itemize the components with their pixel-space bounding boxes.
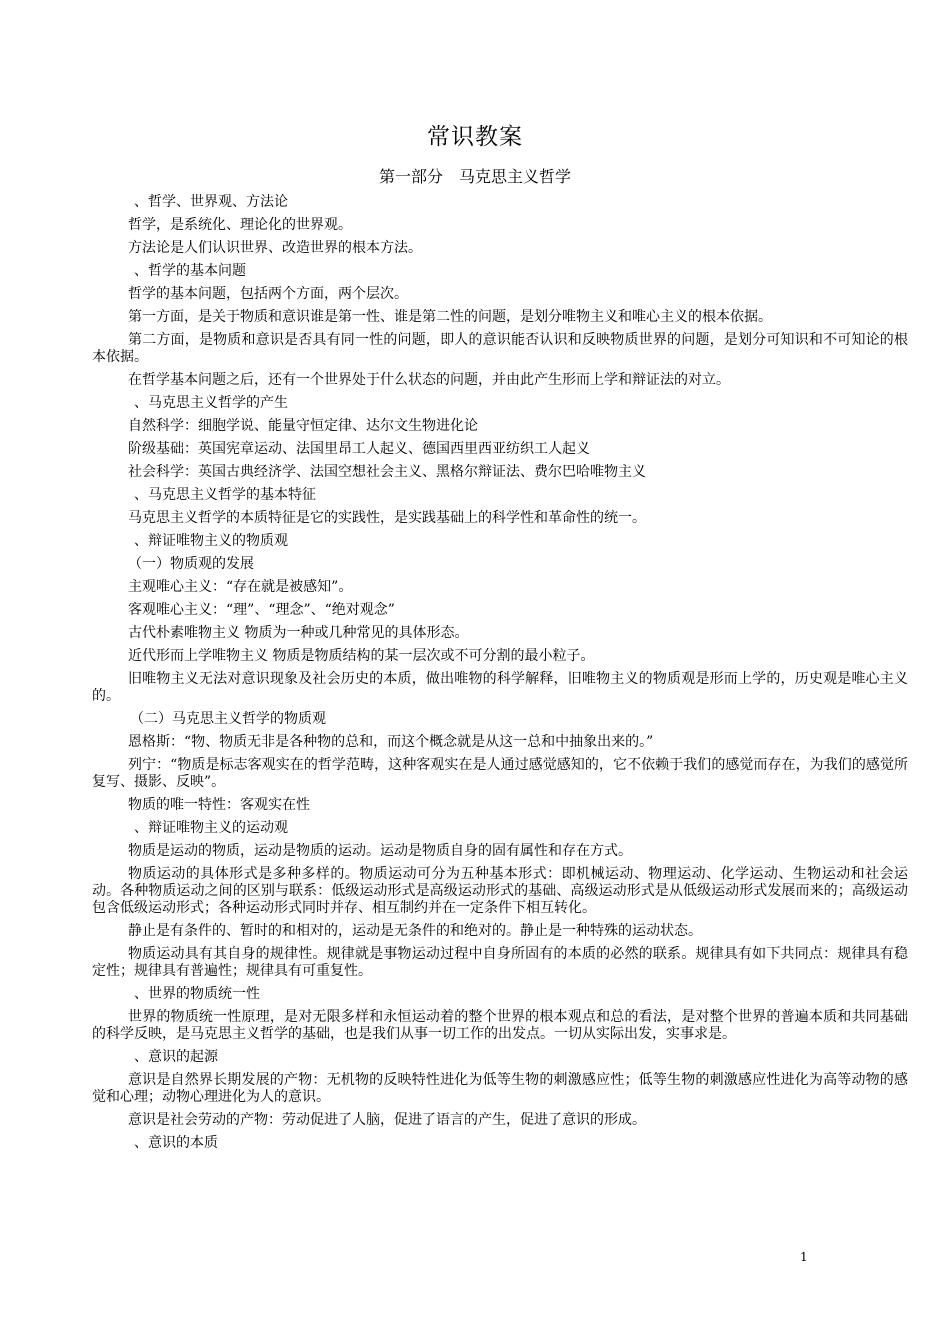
paragraph: 第二方面，是物质和意识是否具有同一性的问题，即人的意识能否认识和反映物质世界的问题，是划分可知识和不可知论的根本依据。 — [92, 332, 908, 365]
paragraph: 列宁：“物质是标志客观实在的哲学范畴，这种客观实在是人通过感觉感知的，它不依赖于我们的感觉而存在，为我们的感觉所复写、摄影、反映”。 — [92, 757, 908, 790]
paragraph: 马克思主义哲学的本质特征是它的实践性，是实践基础上的科学性和革命性的统一。 — [128, 510, 646, 526]
paragraph: 物质运动具有其自身的规律性。规律就是事物运动过程中自身所固有的本质的必然的联系。规律具有如下共同点：规律具有稳定性；规律具有普遍性；规律具有可重复性。 — [92, 946, 908, 979]
paragraph: 近代形而上学唯物主义 物质是物质结构的某一层次或不可分割的最小粒子。 — [128, 648, 595, 664]
paragraph: 客观唯心主义：“理”、“理念”、“绝对观念” — [128, 602, 395, 618]
section-heading: （二）马克思主义哲学的物质观 — [130, 711, 326, 727]
section-heading: 、马克思主义哲学的基本特征 — [134, 487, 316, 503]
paragraph: 物质运动的具体形式是多种多样的。物质运动可分为五种基本形式：即机械运动、物理运动、化学运动、生物运动和社会运动。各种物质运动之间的区别与联系：低级运动形式是高级运动形式的基础、高级运动形式是从低级运动形式发展而来的；高级运动包含低级运动形式；各种运动形式同时并存、相互制约并在一定条件下相互转化。 — [92, 866, 908, 916]
paragraph: 哲学的基本问题，包括两个方面，两个层次。 — [128, 286, 408, 302]
paragraph: 方法论是人们认识世界、改造世界的根本方法。 — [128, 240, 422, 256]
paragraph: 哲学，是系统化、理论化的世界观。 — [128, 217, 352, 233]
paragraph: 恩格斯：“物、物质无非是各种物的总和，而这个概念就是从这一总和中抽象出来的。” — [128, 734, 654, 750]
paragraph: 物质的唯一特性：客观实在性 — [128, 797, 310, 813]
section-heading: 、世界的物质统一性 — [134, 986, 260, 1002]
section-heading: 、辩证唯物主义的物质观 — [134, 533, 288, 549]
paragraph: 自然科学：细胞学说、能量守恒定律、达尔文生物进化论 — [128, 418, 478, 434]
paragraph: （一）物质观的发展 — [128, 556, 254, 572]
document-body — [92, 191, 908, 1155]
paragraph: 世界的物质统一性原理，是对无限多样和永恒运动着的整个世界的根本观点和总的看法，是对整个世界的普遍本质和共同基础的科学反映，是马克思主义哲学的基础，也是我们从事一切工作的出发点。一切从实际出发，实事求是。 — [92, 1009, 908, 1042]
section-title: 第一部分 马克思主义哲学 — [378, 167, 571, 186]
paragraph: 在哲学基本问题之后，还有一个世界处于什么状态的问题，并由此产生形而上学和辩证法的对立。 — [128, 372, 730, 388]
paragraph: 意识是自然界长期发展的产物：无机物的反映特性进化为低等生物的刺激感应性；低等生物的刺激感应性进化为高等动物的感觉和心理；动物心理进化为人的意识。 — [92, 1072, 908, 1105]
section-heading: 、意识的本质 — [134, 1135, 218, 1151]
paragraph: 第一方面，是关于物质和意识谁是第一性、谁是第二性的问题，是划分唯物主义和唯心主义的根本依据。 — [128, 309, 772, 325]
section-heading: 、意识的起源 — [134, 1049, 218, 1065]
paragraph: 阶级基础：英国宪章运动、法国里昂工人起义、德国西里西亚纺织工人起义 — [128, 441, 590, 457]
paragraph: 古代朴素唯物主义 物质为一种或几种常见的具体形态。 — [128, 625, 469, 641]
paragraph: 旧唯物主义无法对意识现象及社会历史的本质，做出唯物的科学解释，旧唯物主义的物质观是形而上学的，历史观是唯心主义的。 — [92, 671, 908, 704]
paragraph: 意识是社会劳动的产物：劳动促进了人脑，促进了语言的产生，促进了意识的形成。 — [128, 1112, 646, 1128]
section-heading: 、辩证唯物主义的运动观 — [134, 820, 288, 836]
paragraph: 物质是运动的物质，运动是物质的运动。运动是物质自身的固有属性和存在方式。 — [128, 843, 632, 859]
section-heading: 、哲学、世界观、方法论 — [134, 194, 288, 210]
paragraph: 主观唯心主义：“存在就是被感知”。 — [128, 579, 353, 595]
paragraph: 静止是有条件的、暂时的和相对的，运动是无条件的和绝对的。静止是一种特殊的运动状态。 — [128, 923, 702, 939]
paragraph: 社会科学：英国古典经济学、法国空想社会主义、黑格尔辩证法、费尔巴哈唯物主义 — [128, 464, 646, 480]
document-title: 常识教案 — [427, 124, 523, 150]
section-heading: 、哲学的基本问题 — [134, 263, 246, 279]
page-number: 1 — [800, 1250, 808, 1264]
section-heading: 、马克思主义哲学的产生 — [134, 395, 288, 411]
